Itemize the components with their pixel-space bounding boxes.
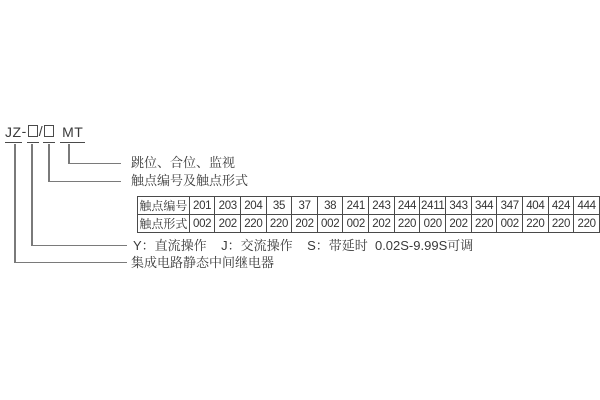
contact-number-cell: 344 [471, 197, 497, 215]
contact-number-cell: 444 [574, 197, 600, 215]
contact-form-cell: 002 [317, 215, 343, 233]
model-box1-slot [27, 125, 39, 143]
contact-number-cell: 244 [394, 197, 420, 215]
contact-form-cell: 202 [446, 215, 472, 233]
contact-form-cell: 220 [266, 215, 292, 233]
model-prefix: JZ [5, 125, 22, 143]
contact-form-cell: 220 [471, 215, 497, 233]
contact-form-cell: 002 [497, 215, 523, 233]
contact-number-cell: 2411 [420, 197, 446, 215]
contact-number-cell: 201 [189, 197, 215, 215]
contact-number-cell: 204 [241, 197, 267, 215]
model-hyphen: - [21, 123, 27, 139]
contact-number-row [138, 197, 600, 215]
model-suffix: MT [60, 125, 85, 143]
model-box2-slot [43, 125, 55, 143]
contact-form-header: 触点形式 [138, 215, 190, 233]
contact-form-cell: 202 [215, 215, 241, 233]
model-code [5, 124, 85, 143]
contact-number-cell: 38 [317, 197, 343, 215]
leader-mt-horizontal [68, 163, 121, 165]
placeholder-box-icon [28, 125, 38, 137]
leader-box2-vertical [48, 144, 50, 182]
contact-table [137, 196, 600, 233]
contact-form-cell: 202 [369, 215, 395, 233]
callout-product: 集成电路静态中间继电器 [131, 255, 275, 270]
contact-number-cell: 241 [343, 197, 369, 215]
contact-number-cell: 243 [369, 197, 395, 215]
contact-form-cell: 002 [343, 215, 369, 233]
leader-box2-horizontal [48, 181, 121, 183]
contact-form-cell: 202 [292, 215, 318, 233]
contact-number-cell: 404 [523, 197, 549, 215]
contact-form-cell: 020 [420, 215, 446, 233]
leader-box1-vertical [31, 144, 33, 246]
placeholder-box-icon [44, 125, 54, 137]
contact-number-cell: 424 [548, 197, 574, 215]
callout-contacts: 触点编号及触点形式 [131, 173, 249, 188]
leader-mt-vertical [68, 144, 70, 164]
contact-form-cell: 220 [523, 215, 549, 233]
leader-jz-horizontal [14, 262, 127, 264]
callout-operation: Y：直流操作 J：交流操作 S：带延时 0.02S-9.99S可调 [133, 238, 474, 253]
contact-form-cell: 220 [241, 215, 267, 233]
contact-number-cell: 347 [497, 197, 523, 215]
contact-form-cell: 220 [574, 215, 600, 233]
contact-number-cell: 203 [215, 197, 241, 215]
contact-number-cell: 343 [446, 197, 472, 215]
contact-number-cell: 35 [266, 197, 292, 215]
contact-form-row [138, 215, 600, 233]
leader-jz-vertical [14, 144, 16, 263]
contact-number-cell: 37 [292, 197, 318, 215]
callout-mt: 跳位、合位、监视 [131, 155, 236, 170]
leader-box1-horizontal [31, 245, 127, 247]
contact-number-header: 触点编号 [138, 197, 190, 215]
contact-form-cell: 002 [189, 215, 215, 233]
model-slash: / [38, 123, 44, 139]
contact-form-cell: 220 [394, 215, 420, 233]
contact-form-cell: 220 [548, 215, 574, 233]
